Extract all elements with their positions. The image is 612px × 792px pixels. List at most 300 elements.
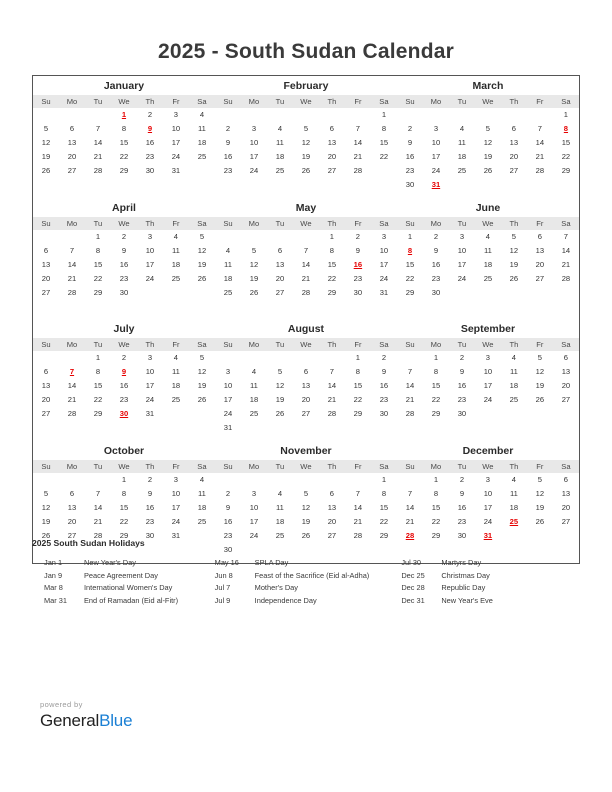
day-cell[interactable]: 12 bbox=[249, 260, 259, 269]
day-cell[interactable]: 25 bbox=[275, 531, 285, 540]
day-cell[interactable]: 5 bbox=[303, 489, 309, 498]
day-cell[interactable]: 29 bbox=[119, 166, 129, 175]
day-cell[interactable]: 22 bbox=[431, 395, 441, 404]
day-cell[interactable]: 27 bbox=[327, 531, 337, 540]
day-cell[interactable]: 27 bbox=[535, 274, 545, 283]
day-cell[interactable]: 18 bbox=[275, 152, 285, 161]
day-cell[interactable]: 21 bbox=[353, 517, 363, 526]
day-cell[interactable]: 26 bbox=[301, 531, 311, 540]
day-cell[interactable]: 29 bbox=[327, 288, 337, 297]
day-cell[interactable]: 17 bbox=[249, 152, 259, 161]
day-cell[interactable]: 26 bbox=[483, 166, 493, 175]
day-cell[interactable]: 15 bbox=[561, 138, 571, 147]
day-cell[interactable]: 22 bbox=[327, 274, 337, 283]
day-cell-holiday[interactable]: 9 bbox=[121, 367, 127, 376]
day-cell[interactable]: 24 bbox=[249, 531, 259, 540]
day-cell[interactable]: 31 bbox=[145, 409, 155, 418]
day-cell[interactable]: 17 bbox=[431, 152, 441, 161]
day-cell[interactable]: 3 bbox=[381, 232, 387, 241]
day-cell[interactable]: 21 bbox=[93, 517, 103, 526]
day-cell[interactable]: 26 bbox=[41, 531, 51, 540]
day-cell[interactable]: 4 bbox=[485, 232, 491, 241]
day-cell-holiday[interactable]: 8 bbox=[407, 246, 413, 255]
day-cell[interactable]: 14 bbox=[353, 503, 363, 512]
day-cell[interactable]: 17 bbox=[457, 260, 467, 269]
day-cell[interactable]: 23 bbox=[379, 395, 389, 404]
day-cell[interactable]: 26 bbox=[535, 517, 545, 526]
day-cell[interactable]: 29 bbox=[93, 288, 103, 297]
day-cell-holiday[interactable]: 8 bbox=[563, 124, 569, 133]
day-cell[interactable]: 12 bbox=[275, 381, 285, 390]
day-cell[interactable]: 20 bbox=[561, 503, 571, 512]
day-cell[interactable]: 16 bbox=[223, 517, 233, 526]
day-cell[interactable]: 8 bbox=[355, 367, 361, 376]
day-cell[interactable]: 20 bbox=[535, 260, 545, 269]
day-cell[interactable]: 15 bbox=[327, 260, 337, 269]
day-cell[interactable]: 4 bbox=[173, 353, 179, 362]
day-cell[interactable]: 26 bbox=[509, 274, 519, 283]
day-cell[interactable]: 27 bbox=[327, 166, 337, 175]
day-cell[interactable]: 22 bbox=[561, 152, 571, 161]
day-cell[interactable]: 7 bbox=[355, 489, 361, 498]
day-cell[interactable]: 31 bbox=[171, 531, 181, 540]
day-cell[interactable]: 11 bbox=[276, 138, 284, 147]
day-cell[interactable]: 12 bbox=[41, 138, 51, 147]
day-cell[interactable]: 21 bbox=[405, 517, 415, 526]
day-cell[interactable]: 25 bbox=[171, 395, 181, 404]
day-cell[interactable]: 30 bbox=[119, 288, 129, 297]
day-cell[interactable]: 1 bbox=[121, 475, 127, 484]
day-cell[interactable]: 1 bbox=[95, 353, 101, 362]
day-cell[interactable]: 9 bbox=[381, 367, 387, 376]
day-cell[interactable]: 17 bbox=[145, 260, 155, 269]
day-cell[interactable]: 14 bbox=[353, 138, 363, 147]
day-cell[interactable]: 25 bbox=[275, 166, 285, 175]
day-cell[interactable]: 3 bbox=[485, 353, 491, 362]
day-cell[interactable]: 30 bbox=[353, 288, 363, 297]
day-cell[interactable]: 9 bbox=[121, 246, 127, 255]
day-cell[interactable]: 13 bbox=[275, 260, 285, 269]
day-cell[interactable]: 24 bbox=[483, 517, 493, 526]
day-cell[interactable]: 11 bbox=[509, 489, 518, 498]
day-cell[interactable]: 18 bbox=[171, 381, 181, 390]
day-cell[interactable]: 7 bbox=[537, 124, 542, 133]
day-cell[interactable]: 5 bbox=[199, 232, 205, 241]
day-cell[interactable]: 5 bbox=[511, 232, 517, 241]
day-cell[interactable]: 13 bbox=[561, 367, 571, 376]
day-cell[interactable]: 16 bbox=[145, 503, 155, 512]
day-cell[interactable]: 10 bbox=[457, 246, 467, 255]
day-cell[interactable]: 19 bbox=[41, 152, 51, 161]
day-cell[interactable]: 14 bbox=[405, 503, 415, 512]
day-cell[interactable]: 9 bbox=[433, 246, 439, 255]
day-cell[interactable]: 29 bbox=[353, 409, 363, 418]
day-cell[interactable]: 3 bbox=[173, 475, 179, 484]
day-cell[interactable]: 1 bbox=[563, 110, 569, 119]
day-cell[interactable]: 17 bbox=[171, 503, 181, 512]
day-cell[interactable]: 2 bbox=[355, 232, 361, 241]
day-cell-holiday[interactable]: 1 bbox=[121, 110, 127, 119]
day-cell[interactable]: 7 bbox=[95, 489, 101, 498]
day-cell[interactable]: 19 bbox=[275, 395, 285, 404]
day-cell[interactable]: 1 bbox=[433, 475, 439, 484]
day-cell[interactable]: 11 bbox=[171, 367, 180, 376]
day-cell-holiday[interactable]: 31 bbox=[431, 180, 441, 189]
day-cell[interactable]: 4 bbox=[225, 246, 231, 255]
day-cell[interactable]: 17 bbox=[483, 381, 493, 390]
day-cell[interactable]: 20 bbox=[301, 395, 311, 404]
day-cell[interactable]: 2 bbox=[433, 232, 439, 241]
day-cell[interactable]: 14 bbox=[301, 260, 311, 269]
day-cell[interactable]: 5 bbox=[251, 246, 257, 255]
day-cell[interactable]: 16 bbox=[145, 138, 155, 147]
day-cell[interactable]: 7 bbox=[355, 124, 361, 133]
day-cell[interactable]: 20 bbox=[41, 395, 51, 404]
day-cell[interactable]: 16 bbox=[457, 503, 467, 512]
day-cell[interactable]: 26 bbox=[197, 395, 207, 404]
day-cell[interactable]: 11 bbox=[198, 124, 206, 133]
day-cell[interactable]: 25 bbox=[457, 166, 467, 175]
day-cell[interactable]: 3 bbox=[147, 232, 153, 241]
day-cell[interactable]: 5 bbox=[199, 353, 205, 362]
day-cell[interactable]: 1 bbox=[329, 232, 335, 241]
day-cell[interactable]: 29 bbox=[379, 531, 389, 540]
day-cell[interactable]: 30 bbox=[431, 288, 441, 297]
day-cell[interactable]: 12 bbox=[301, 503, 311, 512]
day-cell[interactable]: 10 bbox=[249, 138, 259, 147]
day-cell[interactable]: 6 bbox=[303, 367, 309, 376]
day-cell[interactable]: 4 bbox=[511, 353, 517, 362]
day-cell[interactable]: 12 bbox=[483, 138, 493, 147]
day-cell[interactable]: 6 bbox=[329, 489, 335, 498]
day-cell[interactable]: 23 bbox=[457, 517, 467, 526]
day-cell[interactable]: 2 bbox=[225, 124, 231, 133]
day-cell[interactable]: 20 bbox=[327, 152, 337, 161]
day-cell[interactable]: 18 bbox=[275, 517, 285, 526]
day-cell[interactable]: 7 bbox=[329, 367, 335, 376]
day-cell[interactable]: 5 bbox=[277, 367, 283, 376]
day-cell[interactable]: 23 bbox=[223, 531, 233, 540]
day-cell[interactable]: 8 bbox=[381, 124, 387, 133]
day-cell[interactable]: 10 bbox=[379, 246, 389, 255]
day-cell[interactable]: 3 bbox=[147, 353, 153, 362]
day-cell[interactable]: 7 bbox=[95, 124, 101, 133]
day-cell[interactable]: 11 bbox=[457, 138, 466, 147]
day-cell[interactable]: 22 bbox=[119, 517, 129, 526]
day-cell[interactable]: 6 bbox=[537, 232, 542, 241]
day-cell[interactable]: 6 bbox=[329, 124, 335, 133]
day-cell[interactable]: 2 bbox=[459, 475, 465, 484]
day-cell[interactable]: 16 bbox=[431, 260, 441, 269]
day-cell[interactable]: 25 bbox=[509, 395, 519, 404]
day-cell[interactable]: 28 bbox=[353, 531, 363, 540]
day-cell[interactable]: 19 bbox=[535, 503, 545, 512]
day-cell[interactable]: 8 bbox=[433, 489, 439, 498]
day-cell[interactable]: 2 bbox=[147, 475, 153, 484]
day-cell[interactable]: 21 bbox=[67, 395, 77, 404]
day-cell[interactable]: 25 bbox=[171, 274, 181, 283]
day-cell[interactable]: 12 bbox=[197, 367, 207, 376]
day-cell[interactable]: 8 bbox=[121, 489, 127, 498]
day-cell[interactable]: 5 bbox=[485, 124, 491, 133]
day-cell[interactable]: 12 bbox=[41, 503, 51, 512]
day-cell[interactable]: 27 bbox=[561, 517, 571, 526]
day-cell[interactable]: 23 bbox=[431, 274, 441, 283]
day-cell[interactable]: 9 bbox=[407, 138, 413, 147]
day-cell[interactable]: 30 bbox=[223, 545, 233, 554]
day-cell[interactable]: 30 bbox=[379, 409, 389, 418]
day-cell-holiday[interactable]: 9 bbox=[147, 124, 153, 133]
day-cell[interactable]: 28 bbox=[327, 409, 337, 418]
day-cell[interactable]: 10 bbox=[431, 138, 441, 147]
day-cell[interactable]: 29 bbox=[431, 409, 441, 418]
day-cell[interactable]: 30 bbox=[145, 531, 155, 540]
day-cell[interactable]: 29 bbox=[119, 531, 129, 540]
day-cell[interactable]: 18 bbox=[249, 395, 259, 404]
day-cell[interactable]: 15 bbox=[353, 381, 363, 390]
day-cell[interactable]: 11 bbox=[171, 246, 180, 255]
day-cell[interactable]: 15 bbox=[93, 260, 103, 269]
day-cell[interactable]: 13 bbox=[301, 381, 311, 390]
day-cell[interactable]: 4 bbox=[199, 475, 205, 484]
day-cell[interactable]: 9 bbox=[355, 246, 361, 255]
day-cell[interactable]: 23 bbox=[353, 274, 363, 283]
day-cell[interactable]: 22 bbox=[353, 395, 363, 404]
day-cell[interactable]: 9 bbox=[459, 489, 465, 498]
day-cell-holiday[interactable]: 31 bbox=[483, 531, 493, 540]
day-cell[interactable]: 22 bbox=[119, 152, 129, 161]
day-cell[interactable]: 12 bbox=[535, 489, 545, 498]
day-cell[interactable]: 3 bbox=[251, 489, 257, 498]
day-cell[interactable]: 19 bbox=[509, 260, 519, 269]
day-cell[interactable]: 24 bbox=[379, 274, 389, 283]
day-cell[interactable]: 31 bbox=[379, 288, 389, 297]
day-cell[interactable]: 4 bbox=[277, 489, 283, 498]
day-cell[interactable]: 6 bbox=[43, 367, 49, 376]
day-cell[interactable]: 24 bbox=[223, 409, 233, 418]
day-cell[interactable]: 21 bbox=[535, 152, 545, 161]
day-cell[interactable]: 19 bbox=[197, 260, 207, 269]
day-cell[interactable]: 1 bbox=[381, 475, 387, 484]
day-cell[interactable]: 14 bbox=[67, 260, 77, 269]
day-cell[interactable]: 18 bbox=[197, 503, 207, 512]
day-cell[interactable]: 7 bbox=[563, 232, 569, 241]
day-cell[interactable]: 19 bbox=[301, 517, 311, 526]
day-cell[interactable]: 17 bbox=[145, 381, 155, 390]
day-cell[interactable]: 20 bbox=[41, 274, 51, 283]
day-cell[interactable]: 20 bbox=[509, 152, 519, 161]
day-cell[interactable]: 21 bbox=[561, 260, 571, 269]
day-cell[interactable]: 9 bbox=[147, 489, 153, 498]
day-cell[interactable]: 7 bbox=[69, 246, 75, 255]
day-cell[interactable]: 8 bbox=[329, 246, 335, 255]
day-cell[interactable]: 25 bbox=[249, 409, 259, 418]
day-cell[interactable]: 12 bbox=[301, 138, 311, 147]
day-cell[interactable]: 5 bbox=[537, 475, 542, 484]
day-cell[interactable]: 19 bbox=[301, 152, 311, 161]
day-cell[interactable]: 18 bbox=[457, 152, 467, 161]
day-cell[interactable]: 21 bbox=[93, 152, 103, 161]
day-cell[interactable]: 4 bbox=[511, 475, 517, 484]
day-cell[interactable]: 29 bbox=[93, 409, 103, 418]
day-cell[interactable]: 26 bbox=[535, 395, 545, 404]
day-cell[interactable]: 1 bbox=[95, 232, 101, 241]
day-cell[interactable]: 10 bbox=[483, 367, 493, 376]
day-cell[interactable]: 2 bbox=[225, 489, 231, 498]
day-cell[interactable]: 28 bbox=[67, 288, 77, 297]
day-cell[interactable]: 1 bbox=[433, 353, 439, 362]
day-cell[interactable]: 5 bbox=[43, 124, 49, 133]
day-cell[interactable]: 17 bbox=[171, 138, 181, 147]
day-cell[interactable]: 15 bbox=[379, 503, 389, 512]
day-cell[interactable]: 30 bbox=[457, 531, 467, 540]
day-cell[interactable]: 24 bbox=[457, 274, 467, 283]
day-cell[interactable]: 29 bbox=[405, 288, 415, 297]
day-cell[interactable]: 22 bbox=[379, 517, 389, 526]
day-cell[interactable]: 6 bbox=[69, 124, 75, 133]
day-cell[interactable]: 2 bbox=[147, 110, 153, 119]
day-cell[interactable]: 16 bbox=[457, 381, 467, 390]
day-cell[interactable]: 22 bbox=[93, 274, 103, 283]
day-cell[interactable]: 3 bbox=[173, 110, 179, 119]
day-cell[interactable]: 28 bbox=[93, 531, 103, 540]
day-cell[interactable]: 10 bbox=[145, 367, 155, 376]
day-cell[interactable]: 3 bbox=[251, 124, 257, 133]
day-cell[interactable]: 26 bbox=[275, 409, 285, 418]
day-cell[interactable]: 30 bbox=[457, 409, 467, 418]
day-cell[interactable]: 3 bbox=[225, 367, 231, 376]
day-cell[interactable]: 6 bbox=[277, 246, 283, 255]
day-cell[interactable]: 2 bbox=[407, 124, 413, 133]
day-cell[interactable]: 14 bbox=[93, 138, 103, 147]
day-cell[interactable]: 6 bbox=[69, 489, 75, 498]
day-cell[interactable]: 25 bbox=[483, 274, 493, 283]
day-cell[interactable]: 4 bbox=[251, 367, 257, 376]
day-cell[interactable]: 8 bbox=[95, 367, 101, 376]
day-cell[interactable]: 28 bbox=[301, 288, 311, 297]
day-cell[interactable]: 19 bbox=[483, 152, 493, 161]
day-cell[interactable]: 1 bbox=[381, 110, 387, 119]
day-cell[interactable]: 13 bbox=[561, 489, 571, 498]
day-cell[interactable]: 28 bbox=[93, 166, 103, 175]
day-cell[interactable]: 6 bbox=[511, 124, 517, 133]
day-cell[interactable]: 2 bbox=[459, 353, 465, 362]
day-cell[interactable]: 16 bbox=[119, 381, 129, 390]
day-cell[interactable]: 10 bbox=[483, 489, 493, 498]
day-cell[interactable]: 22 bbox=[431, 517, 441, 526]
day-cell[interactable]: 2 bbox=[121, 232, 127, 241]
day-cell[interactable]: 2 bbox=[381, 353, 387, 362]
day-cell[interactable]: 30 bbox=[145, 166, 155, 175]
day-cell[interactable]: 10 bbox=[171, 124, 181, 133]
day-cell[interactable]: 20 bbox=[275, 274, 285, 283]
day-cell[interactable]: 4 bbox=[199, 110, 205, 119]
day-cell[interactable]: 14 bbox=[93, 503, 103, 512]
day-cell[interactable]: 27 bbox=[67, 166, 77, 175]
day-cell[interactable]: 13 bbox=[41, 381, 51, 390]
day-cell[interactable]: 23 bbox=[119, 395, 129, 404]
day-cell[interactable]: 17 bbox=[483, 503, 493, 512]
day-cell[interactable]: 13 bbox=[41, 260, 51, 269]
day-cell[interactable]: 28 bbox=[353, 166, 363, 175]
day-cell[interactable]: 6 bbox=[43, 246, 49, 255]
day-cell[interactable]: 30 bbox=[405, 180, 415, 189]
day-cell[interactable]: 27 bbox=[41, 409, 51, 418]
day-cell[interactable]: 14 bbox=[561, 246, 571, 255]
day-cell[interactable]: 28 bbox=[535, 166, 545, 175]
day-cell[interactable]: 1 bbox=[407, 232, 413, 241]
day-cell[interactable]: 24 bbox=[483, 395, 493, 404]
day-cell[interactable]: 31 bbox=[223, 423, 233, 432]
day-cell[interactable]: 4 bbox=[173, 232, 179, 241]
day-cell[interactable]: 4 bbox=[277, 124, 283, 133]
day-cell[interactable]: 16 bbox=[223, 152, 233, 161]
day-cell[interactable]: 26 bbox=[301, 166, 311, 175]
day-cell[interactable]: 18 bbox=[197, 138, 207, 147]
day-cell[interactable]: 13 bbox=[327, 138, 337, 147]
day-cell[interactable]: 8 bbox=[121, 124, 127, 133]
day-cell[interactable]: 13 bbox=[67, 138, 77, 147]
day-cell[interactable]: 23 bbox=[405, 166, 415, 175]
day-cell[interactable]: 23 bbox=[457, 395, 467, 404]
day-cell[interactable]: 22 bbox=[379, 152, 389, 161]
day-cell[interactable]: 25 bbox=[197, 152, 207, 161]
day-cell[interactable]: 29 bbox=[431, 531, 441, 540]
day-cell[interactable]: 4 bbox=[459, 124, 465, 133]
day-cell[interactable]: 17 bbox=[249, 517, 259, 526]
day-cell[interactable]: 5 bbox=[537, 353, 542, 362]
day-cell[interactable]: 31 bbox=[171, 166, 181, 175]
day-cell[interactable]: 10 bbox=[249, 503, 259, 512]
day-cell[interactable]: 28 bbox=[561, 274, 571, 283]
day-cell[interactable]: 19 bbox=[535, 381, 545, 390]
day-cell[interactable]: 1 bbox=[355, 353, 361, 362]
day-cell[interactable]: 23 bbox=[145, 517, 155, 526]
day-cell[interactable]: 21 bbox=[405, 395, 415, 404]
day-cell[interactable]: 24 bbox=[171, 152, 181, 161]
day-cell-holiday[interactable]: 28 bbox=[405, 531, 415, 540]
day-cell[interactable]: 27 bbox=[561, 395, 571, 404]
day-cell-holiday[interactable]: 25 bbox=[509, 517, 519, 526]
day-cell[interactable]: 26 bbox=[41, 166, 51, 175]
day-cell[interactable]: 21 bbox=[67, 274, 77, 283]
day-cell[interactable]: 5 bbox=[43, 489, 49, 498]
day-cell[interactable]: 6 bbox=[563, 353, 569, 362]
day-cell[interactable]: 15 bbox=[119, 503, 129, 512]
day-cell[interactable]: 26 bbox=[249, 288, 259, 297]
day-cell[interactable]: 15 bbox=[119, 138, 129, 147]
day-cell[interactable]: 24 bbox=[145, 395, 155, 404]
day-cell[interactable]: 19 bbox=[249, 274, 259, 283]
day-cell[interactable]: 5 bbox=[303, 124, 309, 133]
day-cell[interactable]: 20 bbox=[327, 517, 337, 526]
day-cell[interactable]: 18 bbox=[223, 274, 233, 283]
day-cell[interactable]: 20 bbox=[67, 152, 77, 161]
day-cell[interactable]: 24 bbox=[171, 517, 181, 526]
day-cell[interactable]: 18 bbox=[509, 381, 519, 390]
day-cell[interactable]: 15 bbox=[431, 503, 441, 512]
day-cell[interactable]: 7 bbox=[303, 246, 309, 255]
day-cell[interactable]: 20 bbox=[561, 381, 571, 390]
day-cell[interactable]: 11 bbox=[250, 381, 258, 390]
day-cell[interactable]: 15 bbox=[93, 381, 103, 390]
day-cell[interactable]: 8 bbox=[95, 246, 101, 255]
day-cell-holiday[interactable]: 7 bbox=[69, 367, 75, 376]
day-cell[interactable]: 28 bbox=[405, 409, 415, 418]
day-cell[interactable]: 12 bbox=[509, 246, 519, 255]
day-cell[interactable]: 11 bbox=[198, 489, 206, 498]
day-cell[interactable]: 9 bbox=[225, 503, 231, 512]
